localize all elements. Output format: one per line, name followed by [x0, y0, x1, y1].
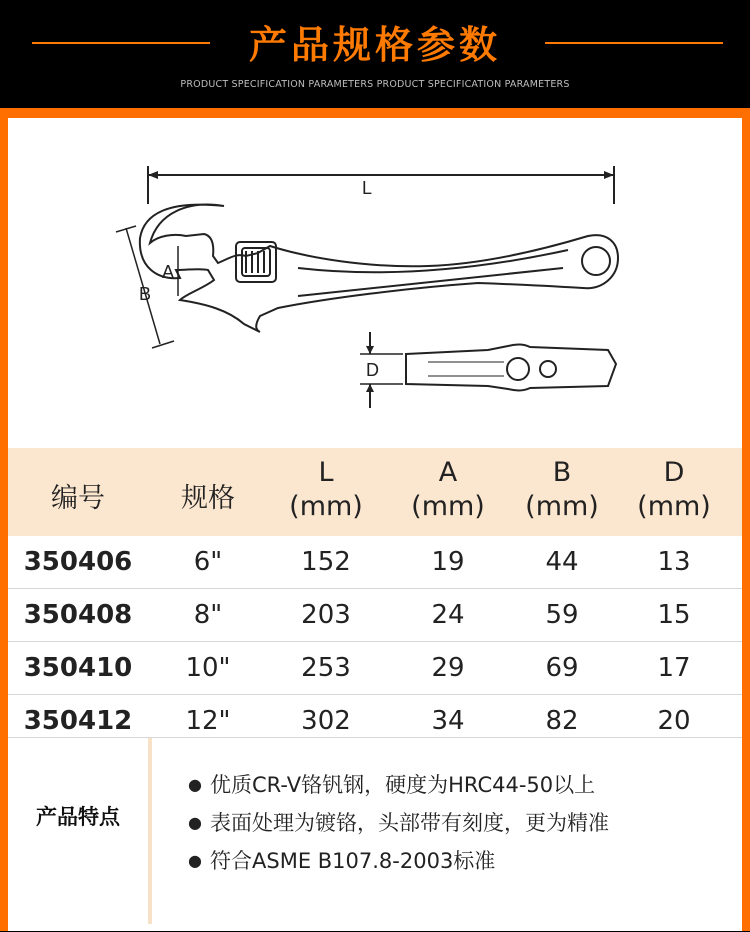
cell-d: 20 — [657, 706, 691, 736]
cell-b: 59 — [545, 600, 579, 630]
bullet-icon: ● — [188, 813, 202, 832]
cell-a: 24 — [431, 600, 465, 630]
col-header-d: D (mm) — [637, 457, 711, 522]
cell-a: 34 — [431, 706, 465, 736]
table-row — [8, 642, 742, 695]
cell-l: 203 — [301, 600, 351, 630]
side-view-hole — [540, 361, 556, 377]
col-header-l: L (mm) — [289, 457, 363, 522]
features-list — [188, 766, 609, 880]
cell-b: 82 — [545, 706, 579, 736]
col-header-a: A (mm) — [411, 457, 485, 522]
cell-size: 6" — [193, 547, 223, 577]
label-l: L — [362, 178, 373, 198]
features-section — [8, 737, 742, 932]
cell-d: 17 — [657, 653, 691, 683]
bullet-icon: ● — [188, 775, 202, 794]
cell-size: 10" — [185, 653, 231, 683]
cell-d: 15 — [657, 600, 691, 630]
cell-a: 29 — [431, 653, 465, 683]
table-row — [8, 589, 742, 642]
features-label: 产品特点 — [36, 805, 120, 829]
col-header-b: B (mm) — [525, 457, 599, 522]
cell-l: 253 — [301, 653, 351, 683]
cell-l: 152 — [301, 547, 351, 577]
bullet-icon: ● — [188, 851, 202, 870]
cell-d: 13 — [657, 547, 691, 577]
cell-code: 350412 — [23, 706, 133, 736]
table-row — [8, 536, 742, 589]
label-b: B — [139, 284, 152, 304]
spec-frame — [0, 108, 750, 931]
spec-panel — [8, 118, 742, 931]
cell-b: 69 — [545, 653, 579, 683]
feature-item: ● 符合ASME B107.8-2003标准 — [188, 842, 609, 880]
side-view-outline — [406, 345, 616, 391]
page-header — [0, 0, 750, 108]
label-a: A — [162, 262, 175, 282]
cell-code: 350410 — [23, 653, 133, 683]
cell-code: 350406 — [23, 547, 133, 577]
wrench-diagram — [8, 118, 742, 448]
page-subtitle: PRODUCT SPECIFICATION PARAMETERS PRODUCT SPECIFICATION PARAMETERS — [180, 79, 570, 90]
feature-item: ● 优质CR-V铬钒钢，硬度为HRC44-50以上 — [188, 766, 609, 804]
wrench-hanging-hole — [582, 247, 610, 275]
side-view-gear — [507, 358, 529, 380]
table-header-row — [8, 448, 742, 536]
feature-item: ● 表面处理为镀铬，头部带有刻度，更为精准 — [188, 804, 609, 842]
cell-code: 350408 — [23, 600, 133, 630]
cell-b: 44 — [545, 547, 579, 577]
label-d: D — [366, 360, 379, 380]
col-header-code: 编号 — [51, 483, 105, 514]
features-divider — [148, 738, 152, 924]
cell-size: 8" — [193, 600, 223, 630]
col-header-size: 规格 — [181, 483, 235, 514]
wrench-outline — [140, 205, 618, 332]
cell-a: 19 — [431, 547, 465, 577]
cell-size: 12" — [185, 706, 231, 736]
page-title: 产品规格参数 — [248, 23, 501, 67]
cell-l: 302 — [301, 706, 351, 736]
